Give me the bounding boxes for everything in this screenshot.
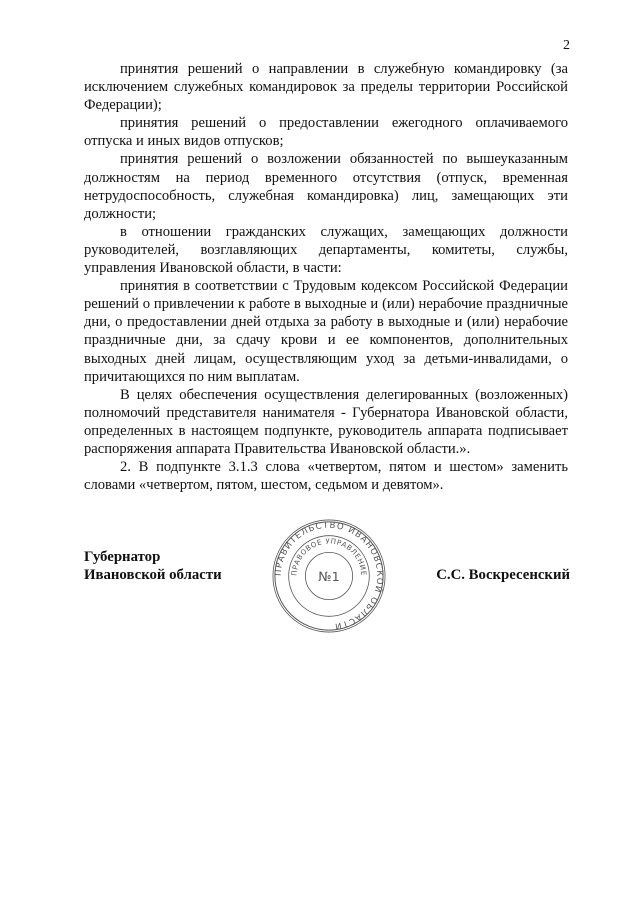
paragraph-delegated-powers: В целях обеспечения осуществления делегированных (возложенных) полномочий представителя нанимателя - Губернатора Ивановской области, определенных в настоящем подпункте, руководитель аппарата подписывает распоряжения аппарата Правительства Ивановской области.». bbox=[84, 386, 568, 457]
page-number: 2 bbox=[563, 38, 570, 53]
paragraph-duties-assignment: принятия решений о возложении обязанностей по вышеуказанным должностям на период временного отсутствия (отпуск, временная нетрудоспособность, служебная командировка) лиц, замещающих эти должности; bbox=[84, 151, 568, 222]
signatory-title-line2: Ивановской области bbox=[84, 567, 222, 583]
document-body bbox=[84, 60, 568, 494]
stamp-inner-text: ПРАВОВОЕ УПРАВЛЕНИЕ bbox=[289, 536, 369, 577]
signatory-title-line1: Губернатор bbox=[84, 549, 161, 565]
official-stamp bbox=[270, 517, 388, 635]
paragraph-amendment-3-1-3: 2. В подпункте 3.1.3 слова «четвертом, пятом и шестом» заменить словами «четвертом, пятом, шестом, седьмом и девятом». bbox=[84, 459, 568, 494]
signatory-name: С.С. Воскресенский bbox=[436, 567, 570, 583]
paragraph-weekend-work: принятия в соответствии с Трудовым кодексом Российской Федерации решений о привлечении к работе в выходные и (или) нерабочие праздничные дни, о предоставлении дней отдыха за работу в выходные и (или) нерабочие праздничные дни, за сдачу крови и ее компонентов, дополнительных выходных дней лицам, осуществляющим уход за детьми-инвалидами, о причитающихся по ним выплатам. bbox=[84, 278, 568, 385]
stamp-center-number: №1 bbox=[318, 569, 340, 585]
paragraph-business-trip: принятия решений о направлении в служебную командировку (за исключением служебных командировок за пределы территории Российской Федерации); bbox=[84, 61, 568, 114]
paragraph-vacation: принятия решений о предоставлении ежегодного оплачиваемого отпуска и иных видов отпусков; bbox=[84, 115, 568, 150]
paragraph-department-heads: в отношении гражданских служащих, замещающих должности руководителей, возглавляющих департаменты, комитеты, службы, управления Ивановской области, в части: bbox=[84, 223, 568, 277]
stamp-ring-text: ПРАВИТЕЛЬСТВО ИВАНОВСКОЙ ОБЛАСТИ bbox=[272, 519, 386, 632]
signatory-title bbox=[84, 548, 222, 584]
